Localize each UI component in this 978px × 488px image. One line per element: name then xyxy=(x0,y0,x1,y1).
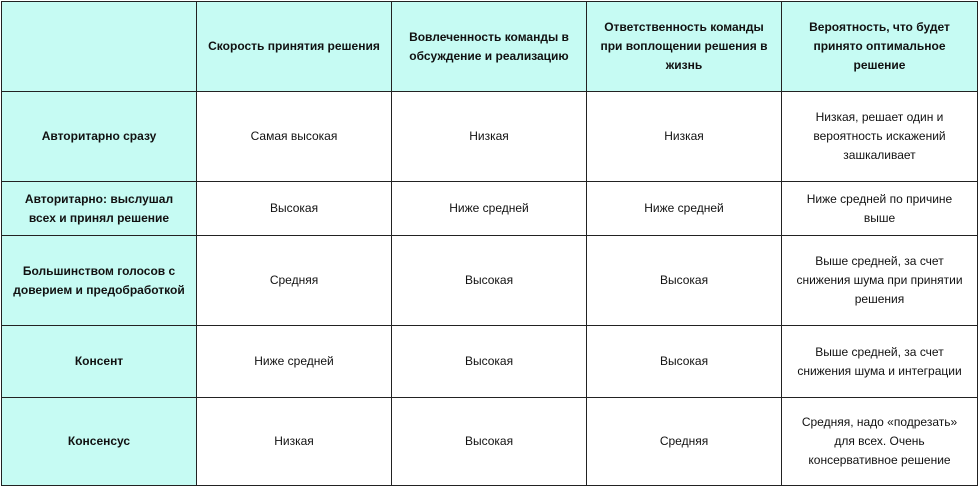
decision-methods-table xyxy=(1,1,978,486)
column-header-responsibility: Ответственность команды при воплощении решения в жизнь xyxy=(587,2,782,92)
table-cell: Низкая xyxy=(392,92,587,182)
table-row xyxy=(2,92,978,182)
table-row xyxy=(2,236,978,326)
column-header-involvement: Вовлеченность команды в обсуждение и реализацию xyxy=(392,2,587,92)
table-cell: Низкая xyxy=(197,398,392,486)
table-cell: Ниже средней xyxy=(197,326,392,398)
header-row xyxy=(2,2,978,92)
table-cell: Самая высокая xyxy=(197,92,392,182)
table-cell: Средняя xyxy=(587,398,782,486)
row-header: Авторитарно сразу xyxy=(2,92,197,182)
table-cell: Высокая xyxy=(392,398,587,486)
column-header-speed: Скорость принятия решения xyxy=(197,2,392,92)
table-cell: Высокая xyxy=(392,326,587,398)
corner-cell xyxy=(2,2,197,92)
table-cell: Ниже средней xyxy=(587,182,782,236)
table-cell: Высокая xyxy=(197,182,392,236)
table-cell: Ниже средней xyxy=(392,182,587,236)
row-header: Большинством голосов с доверием и предобработкой xyxy=(2,236,197,326)
table-row xyxy=(2,398,978,486)
row-header: Авторитарно: выслушал всех и принял решение xyxy=(2,182,197,236)
table-row xyxy=(2,326,978,398)
column-header-optimality: Вероятность, что будет принято оптимальное решение xyxy=(782,2,978,92)
table-cell: Средняя xyxy=(197,236,392,326)
table-cell: Низкая, решает один и вероятность искажений зашкаливает xyxy=(782,92,978,182)
table-cell: Средняя, надо «подрезать» для всех. Очень консервативное решение xyxy=(782,398,978,486)
table-cell: Низкая xyxy=(587,92,782,182)
table-cell: Высокая xyxy=(587,236,782,326)
table-cell: Высокая xyxy=(587,326,782,398)
table-row xyxy=(2,182,978,236)
table-cell: Выше средней, за счет снижения шума при принятии решения xyxy=(782,236,978,326)
row-header: Консент xyxy=(2,326,197,398)
table-cell: Ниже средней по причине выше xyxy=(782,182,978,236)
table-cell: Выше средней, за счет снижения шума и интеграции xyxy=(782,326,978,398)
table-cell: Высокая xyxy=(392,236,587,326)
row-header: Консенсус xyxy=(2,398,197,486)
